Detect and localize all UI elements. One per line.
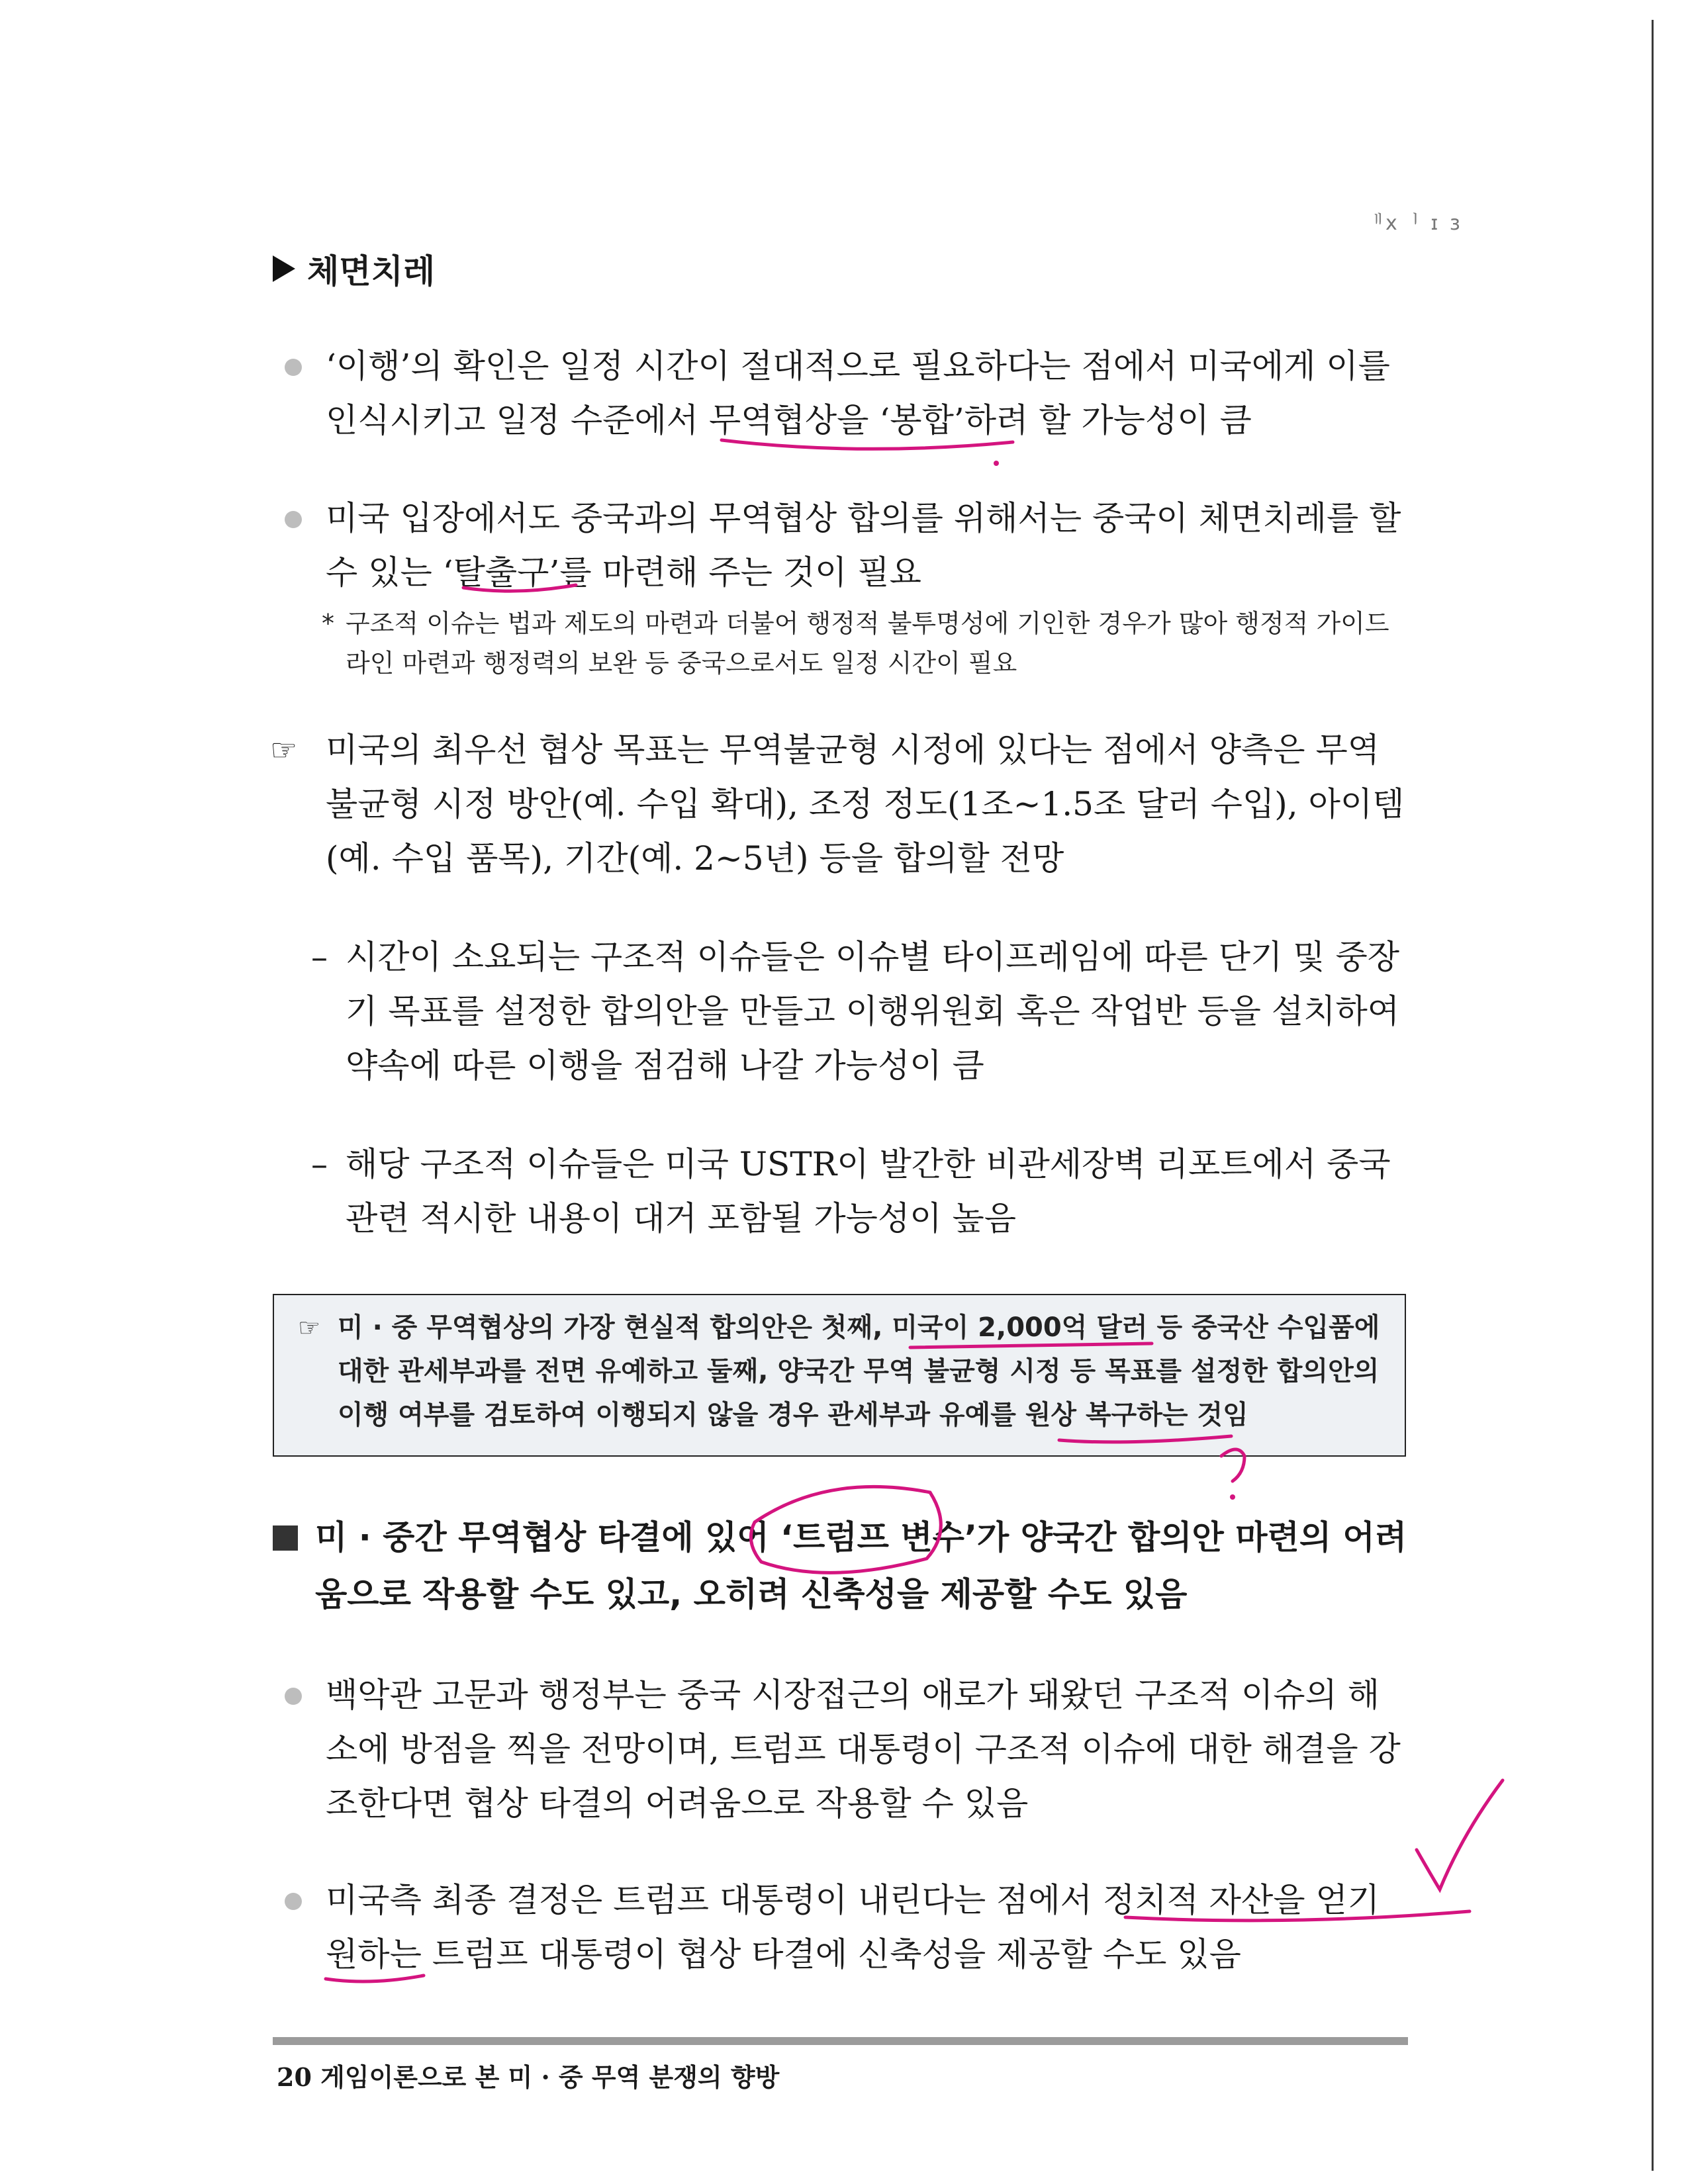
bullet-item bbox=[326, 339, 1405, 447]
footnote-text: 구조적 이슈는 법과 제도의 마련과 더불어 행정적 불투명성에 기인한 경우가 많아 행정적 가이드라인 마련과 행정력의 보완 등 중국으로서도 일정 시간이 필요 bbox=[346, 609, 1389, 678]
bullet-text: 미국측 최종 결정은 트럼프 대통령이 내린다는 점에서 정치적 자산을 얻기 원하는 트럼프 대통령이 협상 타결에 신축성을 제공할 수도 있음 bbox=[326, 1881, 1380, 1974]
pointing-hand-icon: ☞ bbox=[298, 1313, 321, 1342]
asterisk-icon: * bbox=[322, 609, 334, 638]
dash-item bbox=[311, 930, 1405, 1093]
square-bullet-icon bbox=[273, 1525, 298, 1551]
section-title-text: 체면치레 bbox=[307, 252, 436, 291]
summary-box-content bbox=[298, 1306, 1394, 1437]
gray-dot-icon bbox=[285, 1893, 302, 1910]
summary-box-text: 미 · 중 무역협상의 가장 현실적 합의안은 첫째, 미국이 2,000억 달러 등 중국산 수입품에 대한 관세부과를 전면 유예하고 둘째, 양국간 무역 불균형 시정 등 목표를 설정한 합의안의 이행 여부를 검토하여 이행되지 않을 경우 관세부과 유예를 원상 복구하는 것임 bbox=[338, 1312, 1380, 1430]
dash-text: 해당 구조적 이슈들은 미국 USTR이 발간한 비관세장벽 리포트에서 중국관련 적시한 내용이 대거 포함될 가능성이 높음 bbox=[346, 1145, 1391, 1238]
bullet-text: ‘이행’의 확인은 일정 시간이 절대적으로 필요하다는 점에서 미국에게 이를 인식시키고 일정 수준에서 무역협상을 ‘봉합’하려 할 가능성이 큼 bbox=[326, 347, 1390, 439]
triangle-bullet-icon bbox=[273, 255, 295, 282]
dash-marker: – bbox=[311, 938, 328, 976]
dash-item bbox=[311, 1137, 1405, 1246]
ink-dot bbox=[994, 461, 999, 466]
footer-rule bbox=[273, 2037, 1408, 2045]
page-footer: 20 게임이론으로 본 미 · 중 무역 분쟁의 향방 bbox=[277, 2062, 780, 2092]
page-edge-line bbox=[1652, 20, 1654, 2171]
question-dot bbox=[1230, 1494, 1235, 1500]
pointer-text: 미국의 최우선 협상 목표는 무역불균형 시정에 있다는 점에서 양측은 무역불균형 시정 방안(예. 수입 확대), 조정 정도(1조~1.5조 달러 수입), 아이템(예. 수입 품목), 기간(예. 2~5년) 등을 합의할 전망 bbox=[326, 731, 1405, 878]
gray-dot-icon bbox=[285, 1688, 302, 1705]
check-mark bbox=[1417, 1780, 1503, 1889]
summary-box bbox=[273, 1294, 1406, 1457]
bullet-item bbox=[326, 1873, 1405, 1981]
bullet-text: 미국 입장에서도 중국과의 무역협상 합의를 위해서는 중국이 체면치레를 할 수 있는 ‘탈출구’를 마련해 주는 것이 필요 bbox=[326, 499, 1401, 592]
footnote bbox=[322, 604, 1405, 683]
bullet-text: 백악관 고문과 행정부는 중국 시장접근의 애로가 돼왔던 구조적 이슈의 해소에 방점을 찍을 전망이며, 트럼프 대통령이 구조적 이슈에 대한 해결을 강조한다면 협상 타결의 어려움으로 작용할 수 있음 bbox=[326, 1676, 1401, 1823]
bullet-item bbox=[326, 491, 1405, 600]
dash-marker: – bbox=[311, 1145, 328, 1183]
bullet-item bbox=[326, 1668, 1405, 1831]
dash-text: 시간이 소요되는 구조적 이슈들은 이슈별 타이프레임에 따른 단기 및 중장기 목표를 설정한 합의안을 만들고 이행위원회 혹은 작업반 등을 설치하여 약속에 따른 이행을 점검해 나갈 가능성이 큼 bbox=[346, 938, 1400, 1085]
section-title bbox=[273, 245, 435, 293]
gray-dot-icon bbox=[285, 511, 302, 528]
gray-dot-icon bbox=[285, 359, 302, 376]
subsection-heading-text: 미 · 중간 무역협상 타결에 있어 ‘트럼프 변수’가 양국간 합의안 마련의 어려움으로 작용할 수도 있고, 오히려 신축성을 제공할 수도 있음 bbox=[315, 1518, 1407, 1614]
header-mark: ᅵᅵxᅵ ɪ ɜ bbox=[1364, 212, 1463, 235]
pointer-paragraph bbox=[270, 723, 1405, 886]
pointing-hand-icon: ☞ bbox=[270, 732, 298, 768]
